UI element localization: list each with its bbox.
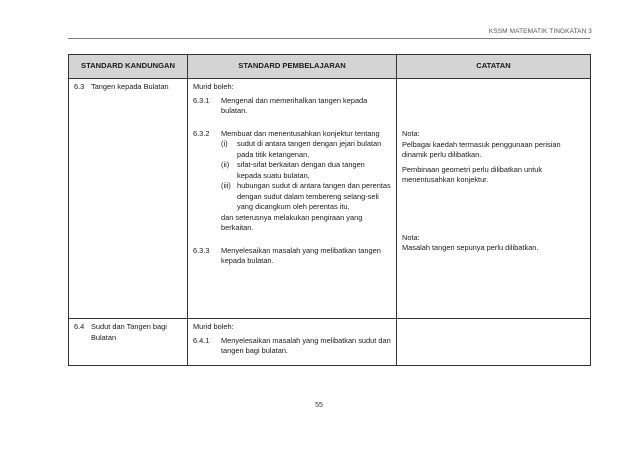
page-header-title: KSSM MATEMATIK TINGKATAN 3 (488, 28, 592, 35)
learning-standard-item (193, 246, 391, 267)
learning-standard-item (193, 129, 391, 234)
learning-standard-item (193, 336, 391, 357)
column-header-standard-pembelajaran: STANDARD PEMBELAJARAN (188, 55, 397, 79)
note-label: Nota: (402, 129, 420, 138)
sub-item-text: hubungan sudut di antara tangen dan perentas dengan sudut dalam tembereng selang-seli yang dicangkum oleh perentas itu, (237, 181, 391, 211)
table-header-row (69, 55, 591, 79)
standard-pembelajaran-cell (188, 319, 397, 366)
sub-item (221, 181, 391, 213)
table-row (69, 79, 591, 319)
sub-item-text: sudut di antara tangen dengan jejari bulatan pada titik ketangenan, (237, 139, 382, 159)
sk-title: Tangen kepada Bulatan (91, 82, 169, 91)
sub-item-number: (i) (221, 139, 228, 148)
sub-item-number: (ii) (221, 160, 230, 169)
sub-item (221, 139, 391, 160)
intro-text: Murid boleh: (193, 322, 234, 331)
catatan-cell (397, 79, 591, 319)
sk-title: Sudut dan Tangen bagi Bulatan (91, 322, 167, 342)
item-number: 6.3.2 (193, 128, 210, 138)
table-row (69, 319, 591, 366)
sub-item-number: (iii) (221, 181, 231, 190)
item-text: Mengenal dan memerihalkan tangen kepada bulatan. (221, 95, 368, 115)
sub-item-text: sifat-sifat berkaitan dengan dua tangen kepada suatu bulatan, (237, 160, 365, 180)
item-text: Menyelesaikan masalah yang melibatkan sudut dan tangen bagi bulatan. (221, 335, 391, 355)
column-header-standard-kandungan: STANDARD KANDUNGAN (69, 55, 188, 79)
intro-text: Murid boleh: (193, 82, 234, 91)
header-divider (68, 38, 590, 39)
note-block (402, 233, 585, 254)
note-text: Pelbagai kaedah termasuk penggunaan perisian dinamik perlu dilibatkan. (402, 139, 561, 159)
sk-number: 6.3 (74, 82, 85, 91)
item-number: 6.4.1 (193, 335, 210, 345)
catatan-cell (397, 319, 591, 366)
learning-standard-item (193, 96, 391, 117)
note-text: Masalah tangen sepunya perlu dilibatkan. (402, 243, 539, 252)
standard-kandungan-cell (69, 79, 188, 319)
note-label: Nota: (402, 232, 420, 242)
column-header-catatan: CATATAN (397, 55, 591, 79)
standard-kandungan-cell (69, 319, 188, 366)
item-number: 6.3.1 (193, 95, 210, 105)
note-text: Pembinaan geometri perlu dilibatkan untuk menentusahkan konjektur. (402, 164, 543, 184)
item-text: Menyelesaikan masalah yang melibatkan tangen kepada bulatan. (221, 245, 381, 265)
note-block (402, 129, 585, 186)
standard-pembelajaran-cell (188, 79, 397, 319)
item-tail-text: dan seterusnya melakukan pengiraan yang berkaitan. (221, 212, 363, 232)
item-text: Membuat dan menentusahkan konjektur tentang (221, 128, 380, 138)
sk-number: 6.4 (74, 322, 85, 331)
page-number: 55 (315, 402, 323, 409)
sub-item (221, 160, 391, 181)
item-number: 6.3.3 (193, 245, 210, 255)
curriculum-table (68, 54, 591, 366)
